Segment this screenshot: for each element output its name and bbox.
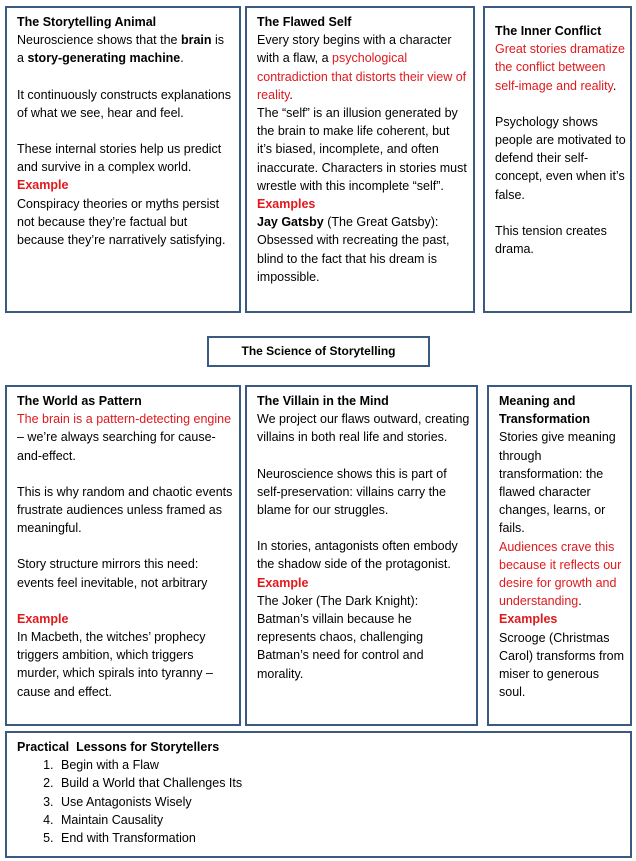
storytelling-animal-title: The Storytelling Animal [17,15,157,29]
world-pattern-box [5,385,241,726]
lesson-item: 5. End with Transformation [57,829,624,847]
lesson-item: 2. Build a World that Challenges Its [57,774,624,792]
villain-mind-para3: In stories, antagonists often embody the shadow side of the protagonist. [257,539,458,572]
world-pattern-para3: Story structure mirrors this need: events feel inevitable, not arbitrary [17,557,208,590]
flawed-self-para1-end: . [289,87,293,102]
center-title: The Science of Storytelling [207,336,430,367]
lessons-title: Practical Lessons for Storytellers [17,740,220,754]
inner-conflict-para1-end: . [612,78,617,93]
villain-mind-title: The Villain in the Mind [257,394,389,408]
inner-conflict-title: The Inner Conflict [495,24,602,38]
flawed-self-para2: The “self” is an illusion generated by the brain to make life coherent, but it’s biased, incomplete, and often inaccurate. Characters in stories must wrestle with this incomplete “self”. [257,106,467,193]
flawed-self-para1 [257,31,467,104]
flawed-self-title: The Flawed Self [257,15,352,29]
villain-mind-example: The Joker (The Dark Knight): Batman’s villain because he represents chaos, challenging Batman’s need for control and morality. [257,593,424,681]
storytelling-animal-example-label: Example [17,178,69,193]
meaning-para1: Stories give meaning through transformation: the flawed character changes, learns, or fails. [499,430,616,536]
lesson-item: 3. Use Antagonists Wisely [57,793,624,811]
storytelling-animal-example: Conspiracy theories or myths persist not because they’re factual but because they’re narratively satisfying. [17,196,226,248]
machine-term: story-generating machine [27,51,181,66]
inner-conflict-para3: This tension creates drama. [495,223,607,257]
flawed-self-highlight: psychological contradiction that distorts their view of reality [257,51,467,102]
world-pattern-example-label: Example [17,611,69,626]
world-pattern-highlight: The brain is a pattern-detecting engine [17,412,232,427]
inner-conflict-highlight: Great stories dramatize the conflict between self-image and reality [495,42,625,93]
villain-mind-box [245,385,478,726]
lessons-box [5,731,632,858]
meaning-example: Scrooge (Christmas Carol) transforms from miser to generous soul. [499,630,625,700]
gatsby-description: (The Great Gatsby): Obsessed with recreating the past, blind to the fact that his dream is impossible. [257,215,450,284]
inner-conflict-para2: Psychology shows people are motivated to defend their self-concept, even when it’s false. [495,114,626,202]
flawed-self-box [245,6,475,313]
flawed-self-example [257,213,467,286]
meaning-title: Meaning and Transformation [499,394,590,427]
world-pattern-para1 [17,410,233,465]
storytelling-animal-para3: These internal stories help us predict and survive in a complex world. [17,142,222,175]
brain-term: brain [180,33,212,48]
lessons-list [17,756,624,847]
world-pattern-title: The World as Pattern [17,394,142,408]
lesson-item: 4. Maintain Causality [57,811,624,829]
intro-text-mid: is a [17,33,225,66]
flawed-self-para1-text: Every story begins with a character with a flaw, a [257,33,452,66]
villain-mind-example-label: Example [257,575,309,590]
meaning-highlight: Audiences crave this because it reflects our desire for growth and understanding [499,539,622,609]
villain-mind-para2: Neuroscience shows this is part of self-preservation: villains carry the blame for our struggles. [257,466,447,518]
inner-conflict-box [483,6,632,313]
world-pattern-example: In Macbeth, the witches’ prophecy triggers ambition, which triggers murder, which spirals into tyranny – cause and effect. [17,630,213,699]
meaning-examples-label: Examples [499,612,558,627]
meaning-para2-end: . [578,594,582,609]
intro-text-end: . [180,51,184,66]
intro-text: Neuroscience shows that the [17,33,181,48]
storytelling-animal-box [5,6,241,313]
world-pattern-para2: This is why random and chaotic events frustrate audiences unless framed as meaningful. [17,484,233,536]
storytelling-animal-para2: It continuously constructs explanations of what we see, hear and feel. [17,87,232,120]
meaning-para2 [499,538,626,611]
gatsby-name: Jay Gatsby [257,215,324,230]
villain-mind-para1: We project our flaws outward, creating villains in both real life and stories. [257,412,470,445]
flawed-self-examples-label: Examples [257,197,316,212]
storytelling-animal-intro [17,31,233,67]
inner-conflict-para1 [495,40,626,95]
meaning-box [487,385,632,726]
lesson-item: 1. Begin with a Flaw [57,756,624,774]
world-pattern-para1-end: – we’re always searching for cause-and-effect. [17,430,216,463]
